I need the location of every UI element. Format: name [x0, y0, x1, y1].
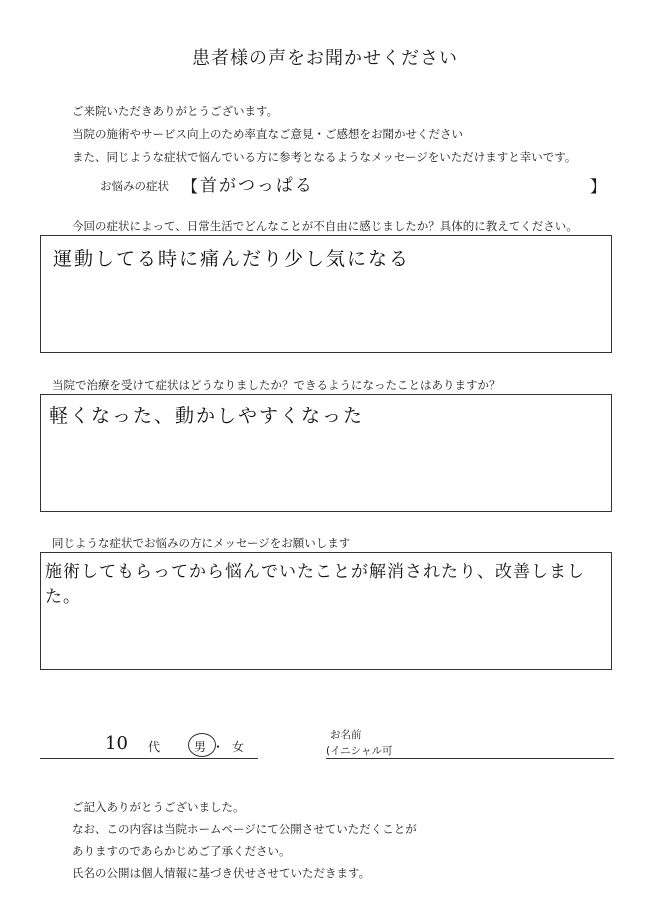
concern-label: お悩みの症状	[100, 179, 169, 193]
name-hint: (イニシャル可	[326, 745, 393, 757]
footer-line: ご記入ありがとうございました。	[72, 800, 245, 814]
answer-box-1[interactable]	[40, 235, 612, 353]
answer-3: 施術してもらってから悩んでいたことが解消されたり、改善しました。	[45, 562, 585, 607]
concern-bracket-open: 【	[182, 177, 199, 196]
gender-male[interactable]: 男	[194, 740, 207, 754]
concern-value[interactable]: 首がつっぱる	[200, 176, 314, 196]
question-2: 当院で治療を受けて症状はどうなりましたか？できるようになったことはありますか？	[52, 378, 501, 392]
name-field-rule[interactable]	[326, 758, 614, 759]
age-value[interactable]: 10	[105, 733, 128, 754]
footer-line: 氏名の公開は個人情報に基づき伏せさせていただきます。	[72, 866, 371, 880]
page-title: 患者様の声をお聞かせください	[192, 48, 458, 69]
gender-female[interactable]: 女	[232, 740, 245, 754]
answer-2: 軽くなった、動かしやすくなった	[49, 405, 365, 427]
intro-line: ご来院いただきありがとうございます。	[72, 104, 279, 118]
concern-bracket-close: 】	[590, 177, 607, 196]
answer-box-3[interactable]	[40, 552, 612, 670]
footer-text	[72, 796, 417, 884]
intro-line: また、同じような症状で悩んでいる方に参考となるようなメッセージをいただけますと幸いです。	[72, 150, 577, 164]
name-label: お名前	[330, 729, 362, 741]
age-unit: 代	[148, 740, 161, 754]
intro-line: 当院の施術やサービス向上のため率直なご意見・ご感想をお聞かせください	[72, 127, 463, 141]
age-gender-rule	[40, 758, 258, 759]
gender-separator: ・	[212, 740, 225, 754]
question-3: 同じような症状でお悩みの方にメッセージをお願いします	[52, 536, 351, 550]
answer-1: 運動してる時に痛んだり少し気になる	[53, 248, 411, 270]
answer-box-2[interactable]	[40, 394, 612, 512]
footer-line: ありますのであらかじめご了承ください。	[72, 844, 291, 858]
question-1: 今回の症状によって、日常生活でどんなことが不自由に感じましたか？具体的に教えてください。	[72, 219, 578, 233]
intro-text	[72, 100, 576, 169]
footer-line: なお、この内容は当院ホームページにて公開させていただくことが	[72, 822, 417, 836]
